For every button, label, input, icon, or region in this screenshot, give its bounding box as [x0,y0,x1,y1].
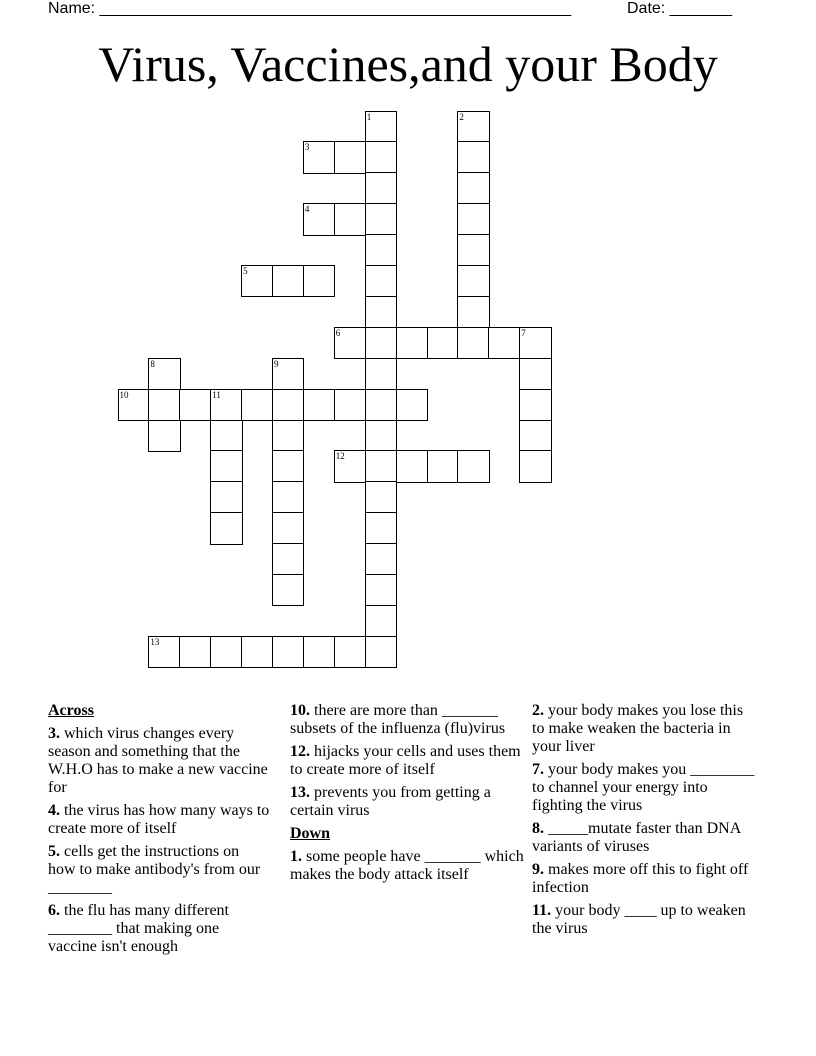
clue-number: 5. [48,843,60,860]
clue-text: there are more than _______ subsets of the influenza (flu)virus [290,702,506,737]
grid-cell[interactable] [365,203,397,235]
grid-cell[interactable] [396,389,428,421]
grid-cell[interactable] [272,358,304,390]
grid-cell[interactable] [365,450,397,482]
grid-cell[interactable] [365,420,397,452]
clue-text: the flu has many different ________ that making one vaccine isn't enough [48,902,229,955]
down-clue-2 [532,702,758,756]
clue-number: 12. [290,743,310,760]
down-heading: Down [290,825,331,842]
clue-text: makes more off this to fight off infection [532,861,749,896]
name-field[interactable]: Name: _____________________________________________________ [48,0,572,17]
grid-cell[interactable] [272,265,304,297]
grid-cell[interactable] [396,450,428,482]
clue-number: 4. [48,802,60,819]
grid-cell[interactable] [365,141,397,173]
clue-number: 1. [290,848,302,865]
across-clue-4 [48,802,270,838]
across-clue-3 [48,725,270,797]
grid-cell[interactable] [179,389,211,421]
clue-number: 11. [532,902,552,919]
grid-cell[interactable] [427,450,459,482]
clue-text: cells get the instructions on how to make antibody's from our ________ [48,843,261,896]
grid-cell[interactable] [334,327,366,359]
clue-number-label: 2 [459,111,464,122]
grid-cell[interactable] [457,141,489,173]
grid-cell[interactable] [210,512,242,544]
grid-cell[interactable] [148,358,180,390]
clue-number-label: 6 [335,327,341,338]
clue-number-label: 7 [521,327,526,338]
clue-text: the virus has how many ways to create more of itself [48,802,270,837]
grid-cell[interactable] [179,636,211,668]
grid-cell[interactable] [303,265,335,297]
clue-text: your body makes you ________ to channel your energy into fighting the virus [532,761,755,814]
across-heading: Across [48,702,94,719]
grid-cell[interactable] [303,636,335,668]
grid-cell[interactable] [457,265,489,297]
down-clue-1 [290,848,526,884]
down-clue-8 [532,820,758,856]
clue-number: 6. [48,902,60,919]
clue-number: 7. [532,761,544,778]
grid-cell[interactable] [272,389,304,421]
clue-text: which virus changes every season and something that the W.H.O has to make a new vaccine for [48,725,268,796]
grid-cell[interactable] [303,203,335,235]
clue-number: 3. [48,725,60,742]
grid-cell[interactable] [272,420,304,452]
clue-number: 2. [532,702,544,719]
clue-number-label: 9 [274,358,279,369]
clue-text: hijacks your cells and uses them to create more of itself [290,743,521,778]
grid-cell[interactable] [457,234,489,266]
clues-column-1 [48,702,270,961]
grid-cell[interactable] [334,141,366,173]
grid-cell[interactable] [365,543,397,575]
grid-cell[interactable] [365,605,397,637]
grid-cell[interactable] [365,512,397,544]
grid-cell[interactable] [148,636,180,668]
clue-text: some people have _______ which makes the body attack itself [290,848,524,883]
grid-cell[interactable] [457,296,489,328]
clue-number-label: 3 [304,142,310,153]
grid-cell[interactable] [457,327,489,359]
date-field[interactable]: Date: _______ [627,0,732,17]
grid-cell[interactable] [427,327,459,359]
grid-cell[interactable] [272,481,304,513]
grid-cell[interactable] [519,327,551,359]
grid-cell[interactable] [365,265,397,297]
clue-number-label: 4 [304,204,310,215]
grid-cell[interactable] [365,327,397,359]
grid-cell[interactable] [272,512,304,544]
grid-cell[interactable] [365,296,397,328]
across-clue-10 [290,702,526,738]
clue-number-label: 13 [150,636,160,647]
grid-cell[interactable] [519,389,551,421]
grid-cell[interactable] [210,420,242,452]
clue-text: prevents you from getting a certain virus [290,784,491,819]
clue-text: your body ____ up to weaken the virus [532,902,746,937]
grid-cell[interactable] [148,389,180,421]
grid-cell[interactable] [457,450,489,482]
clue-number-label: 11 [212,389,221,400]
across-clue-6 [48,902,270,956]
grid-cell[interactable] [457,172,489,204]
grid-cell[interactable] [334,203,366,235]
grid-cell[interactable] [210,481,242,513]
clue-number-label: 10 [119,389,129,400]
grid-cell[interactable] [457,203,489,235]
clues-column-3 [532,702,758,943]
grid-cell[interactable] [519,420,551,452]
grid-cell[interactable] [365,234,397,266]
clue-text: your body makes you lose this to make weaken the bacteria in your liver [532,702,744,755]
grid-cell[interactable] [118,389,150,421]
puzzle-title: Virus, Vaccines,and your Body [98,36,718,92]
grid-cell[interactable] [303,389,335,421]
grid-cell[interactable] [365,172,397,204]
clues-column-2 [290,702,526,889]
grid-cell[interactable] [334,389,366,421]
grid-cell[interactable] [457,111,489,143]
grid-cell[interactable] [365,481,397,513]
clue-number-label: 5 [243,266,248,276]
grid-cell[interactable] [272,450,304,482]
clue-number: 13. [290,784,310,801]
grid-cell[interactable] [334,636,366,668]
grid-cell[interactable] [210,389,242,421]
grid-cell[interactable] [396,327,428,359]
grid-cell[interactable] [519,358,551,390]
across-clue-13 [290,784,526,820]
grid-cell[interactable] [272,574,304,606]
across-clue-5 [48,843,270,897]
grid-cell[interactable] [488,327,520,359]
grid-cell[interactable] [365,111,397,143]
clue-text: _____mutate faster than DNA variants of viruses [532,820,741,855]
clue-number: 8. [532,820,544,837]
grid-cell[interactable] [303,141,335,173]
grid-cell[interactable] [365,636,397,668]
clue-number-label: 12 [335,451,345,462]
clue-number-label: 1 [366,111,372,122]
clue-number: 9. [532,861,544,878]
clue-number-label: 8 [150,358,155,369]
down-clue-9 [532,861,758,897]
grid-cell[interactable] [148,420,180,452]
grid-cell[interactable] [241,389,273,421]
clue-number: 10. [290,702,310,719]
grid-cell[interactable] [241,265,273,297]
grid-cell[interactable] [334,450,366,482]
down-clue-11 [532,902,758,938]
grid-cell[interactable] [241,636,273,668]
grid-cell[interactable] [365,389,397,421]
grid-cell[interactable] [272,543,304,575]
grid-cell[interactable] [210,636,242,668]
across-clue-12 [290,743,526,779]
grid-cell[interactable] [519,450,551,482]
grid-cell[interactable] [272,636,304,668]
grid-cell[interactable] [365,574,397,606]
grid-cell[interactable] [365,358,397,390]
down-clue-7 [532,761,758,815]
grid-cell[interactable] [210,450,242,482]
